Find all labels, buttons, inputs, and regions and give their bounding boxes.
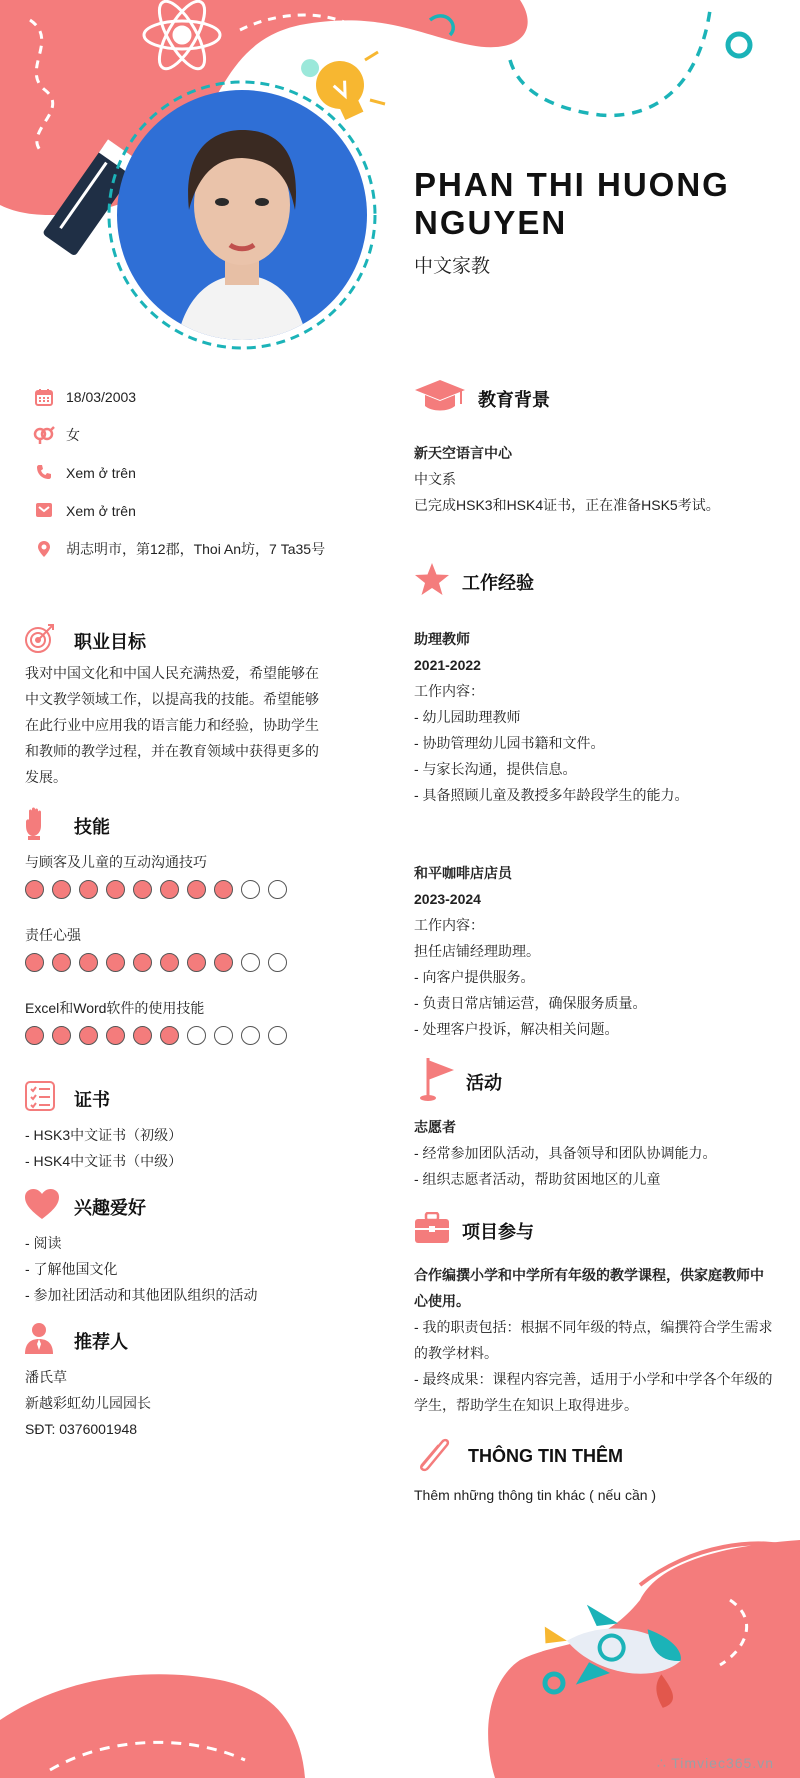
projects-details	[414, 1262, 774, 1418]
job-period: 2021-2022	[414, 657, 481, 673]
job-line: - 负责日常店铺运营，确保服务质量。	[414, 995, 647, 1011]
skill-rating	[25, 953, 287, 972]
job-line: - 与家长沟通，提供信息。	[414, 761, 577, 777]
rating-dot-filled	[133, 953, 152, 972]
hobbies-list	[25, 1230, 325, 1308]
rating-dot-empty	[241, 953, 260, 972]
rating-dot-filled	[160, 880, 179, 899]
projects-heading: 项目参与	[414, 1212, 534, 1249]
skill-rating	[25, 880, 287, 899]
birthdate-row: 18/03/2003	[24, 384, 334, 410]
rating-dot-empty	[268, 1026, 287, 1045]
rating-dot-empty	[241, 880, 260, 899]
rating-dot-filled	[52, 880, 71, 899]
job-line: 工作内容：	[414, 683, 484, 699]
job-line: - 幼儿园助理教师	[414, 709, 521, 725]
rating-dot-filled	[52, 1026, 71, 1045]
rating-dot-empty	[268, 953, 287, 972]
rating-dot-filled	[25, 953, 44, 972]
certificates-list	[25, 1122, 325, 1174]
rating-dot-filled	[25, 1026, 44, 1045]
email-icon	[24, 498, 64, 524]
graduation-cap-icon	[414, 378, 466, 419]
job-line: - 处理客户投诉，解决相关问题。	[414, 1021, 619, 1037]
rating-dot-empty	[214, 1026, 233, 1045]
certificate-item: - HSK3中文证书（初级）	[25, 1127, 183, 1143]
education-detail: 已完成HSK3和HSK4证书，正在准备HSK5考试。	[414, 497, 720, 513]
job-entry	[414, 860, 784, 1042]
job-line: 工作内容：	[414, 917, 484, 933]
hobby-item: - 阅读	[25, 1235, 62, 1251]
hobby-item: - 参加社团活动和其他团队组织的活动	[25, 1287, 258, 1303]
reference-phone: SĐT: 0376001948	[25, 1421, 138, 1437]
job-line: - 具备照顾儿童及教授多年龄段学生的能力。	[414, 787, 689, 803]
rating-dot-filled	[133, 1026, 152, 1045]
job-line: - 向客户提供服务。	[414, 969, 535, 985]
job-line: - 协助管理幼儿园书籍和文件。	[414, 735, 605, 751]
rating-dot-filled	[52, 953, 71, 972]
rating-dot-empty	[268, 880, 287, 899]
reference-heading: 推荐人	[24, 1322, 128, 1359]
job-title: 中文家教	[414, 256, 491, 277]
school-name: 新天空语言中心	[414, 445, 512, 461]
skill-name: 与顾客及儿童的互动沟通技巧	[25, 854, 207, 870]
skills-heading: 技能	[24, 806, 110, 845]
briefcase-icon	[414, 1212, 450, 1249]
rating-dot-filled	[214, 880, 233, 899]
rating-dot-filled	[106, 1026, 125, 1045]
rating-dot-filled	[133, 880, 152, 899]
project-line: - 我的职责包括：根据不同年级的特点，编撰符合学生需求的教学材料。	[414, 1319, 773, 1361]
objective-text: 我对中国文化和中国人民充满热爱，希望能够在中文教学领域工作，以提高我的技能。希望能够在此行业中应用我的语言能力和经验，协助学生和教师的教学过程，并在教育领域中获得更多的发展。	[25, 665, 319, 785]
flag-icon	[414, 1056, 458, 1107]
objective-heading: 职业目标	[24, 622, 146, 659]
checklist-icon	[24, 1080, 56, 1117]
address-row: 胡志明市，第12郡，Thoi An坊，7 Ta35号	[24, 536, 334, 562]
hand-icon	[24, 806, 56, 845]
person-icon	[24, 1322, 56, 1359]
skill-name: 责任心强	[25, 927, 81, 943]
job-line: 担任店铺经理助理。	[414, 943, 540, 959]
reference-details	[25, 1364, 325, 1442]
skill-name: Excel和Word软件的使用技能	[25, 1000, 205, 1016]
activity-line: - 组织志愿者活动，帮助贫困地区的儿童	[414, 1171, 661, 1187]
project-name: 合作编撰小学和中学所有年级的教学课程，供家庭教师中心使用。	[414, 1267, 764, 1309]
star-icon	[414, 562, 450, 601]
hobby-item: - 了解他国文化	[25, 1261, 118, 1277]
job-period: 2023-2024	[414, 891, 481, 907]
certificate-item: - HSK4中文证书（中级）	[25, 1153, 183, 1169]
rating-dot-empty	[241, 1026, 260, 1045]
certificates-heading: 证书	[24, 1080, 110, 1117]
phone-icon	[24, 460, 64, 486]
profile-photo	[117, 90, 367, 340]
reference-position: 新越彩虹幼儿园园长	[25, 1395, 151, 1411]
rating-dot-filled	[25, 880, 44, 899]
rating-dot-filled	[79, 880, 98, 899]
email-row: Xem ở trên	[24, 498, 334, 524]
gender-row: 女	[24, 422, 334, 448]
job-role: 助理教师	[414, 631, 470, 647]
education-heading: 教育背景	[414, 378, 550, 419]
activity-line: - 经常参加团队活动，具备领导和团队协调能力。	[414, 1145, 717, 1161]
location-icon	[24, 536, 64, 562]
rating-dot-filled	[187, 953, 206, 972]
rating-dot-filled	[106, 880, 125, 899]
hobbies-heading: 兴趣爱好	[24, 1188, 146, 1225]
rating-dot-filled	[214, 953, 233, 972]
rating-dot-filled	[187, 880, 206, 899]
major: 中文系	[414, 471, 456, 487]
watermark: ∴ Timviec365.vn	[656, 1755, 774, 1771]
experience-heading: 工作经验	[414, 562, 534, 601]
more-info-text: Thêm những thông tin khác ( nếu cần )	[414, 1487, 657, 1503]
project-line: - 最终成果：课程内容完善，适用于小学和中学各个年级的学生，帮助学生在知识上取得进步。	[414, 1371, 773, 1413]
reference-name: 潘氏草	[25, 1369, 67, 1385]
phone-row: Xem ở trên	[24, 460, 334, 486]
rating-dot-filled	[79, 1026, 98, 1045]
skill-rating	[25, 1026, 287, 1045]
rating-dot-filled	[79, 953, 98, 972]
calendar-icon	[24, 384, 64, 410]
paperclip-icon	[414, 1434, 458, 1479]
heart-icon	[24, 1188, 60, 1225]
rating-dot-empty	[187, 1026, 206, 1045]
job-entry	[414, 626, 784, 808]
rating-dot-filled	[160, 1026, 179, 1045]
candidate-name: PHAN THI HUONG NGUYEN	[414, 166, 730, 241]
more-info-heading: THÔNG TIN THÊM	[414, 1434, 623, 1479]
activity-role: 志愿者	[414, 1119, 456, 1135]
job-role: 和平咖啡店店员	[414, 865, 512, 881]
rating-dot-filled	[106, 953, 125, 972]
activities-details	[414, 1114, 784, 1192]
gender-icon	[24, 422, 64, 448]
education-details	[414, 440, 774, 518]
activities-heading: 活动	[414, 1056, 502, 1107]
rating-dot-filled	[160, 953, 179, 972]
target-icon	[24, 622, 56, 659]
